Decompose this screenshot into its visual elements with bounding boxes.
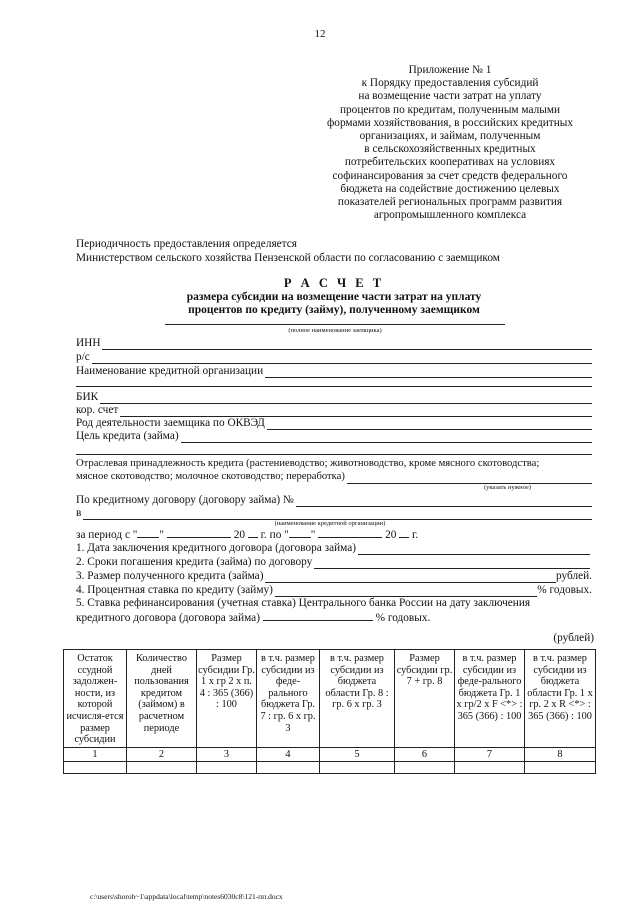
bik-label: БИК xyxy=(76,391,99,403)
units-label: (рублей) xyxy=(553,632,594,644)
item-5-unit: % годовых. xyxy=(375,612,431,624)
period-quote: " xyxy=(310,529,316,541)
contract-bank-field[interactable] xyxy=(76,506,592,520)
annex-line: процентов по кредитам, полученным малыми xyxy=(339,103,561,116)
purpose-label: Цель кредита (займа) xyxy=(76,430,179,442)
document-title xyxy=(76,277,592,318)
rs-label: р/с xyxy=(76,351,90,363)
table-cell[interactable] xyxy=(395,762,455,774)
period-to-year-blank[interactable] xyxy=(399,527,409,538)
bank-name-input-line[interactable] xyxy=(265,367,592,378)
title-line: размера субсидии на возмещение части затрат на уплату xyxy=(186,290,482,303)
contract-number-field[interactable] xyxy=(76,493,592,507)
item-1-field[interactable] xyxy=(76,541,590,555)
table-header-cell: в т.ч. размер субсидии из феде-рального бюджета Гр. 1 х гр/2 х F <*> : 365 (366) : 100 xyxy=(455,650,525,748)
table-header-cell: Размер субсидии Гр. 1 х гр 2 х п. 4 : 365 (366) : 100 xyxy=(197,650,257,748)
period-from-year-blank[interactable] xyxy=(248,527,258,538)
okved-label: Род деятельности заемщика по ОКВЭД xyxy=(76,417,265,429)
inn-input-line[interactable] xyxy=(102,339,592,350)
purpose-field[interactable] xyxy=(76,429,592,443)
table-header-cell: в т.ч. размер субсидии из бюджета области Гр. 1 х гр. 2 х R <*> : 365 (366) : 100 xyxy=(525,650,596,748)
annex-line: в сельскохозяйственных кредитных xyxy=(364,143,536,156)
item-4-field[interactable] xyxy=(76,583,592,597)
inn-label: ИНН xyxy=(76,337,101,349)
annex-line: потребительских кооперативах на условиях xyxy=(344,156,556,169)
table-header-cell: в т.ч. размер субсидии из феде-рального бюджета Гр. 7 : гр. 6 х гр. 3 xyxy=(257,650,320,748)
item-4-unit: % годовых. xyxy=(537,584,592,596)
table-column-number: 8 xyxy=(525,747,596,762)
periodicity-note xyxy=(76,238,500,265)
item-2-input-line[interactable] xyxy=(314,558,590,569)
annex-header xyxy=(300,64,600,222)
table-number-row xyxy=(64,747,596,762)
title-line: процентов по кредиту (займу), полученному заемщиком xyxy=(188,304,480,316)
period-to-year-prefix: 20 xyxy=(385,529,397,541)
item-2-field[interactable] xyxy=(76,555,590,569)
annex-line: организациях, и займам, полученным xyxy=(359,130,541,143)
contract-bank-input-line[interactable] xyxy=(83,509,592,520)
file-path-footer: c:\users\shoroh~1\appdata\local\temp\notes6030c8\121-пп.docx xyxy=(90,892,283,901)
table-column-number: 1 xyxy=(64,747,127,762)
table-cell[interactable] xyxy=(257,762,320,774)
item-4-input-line[interactable] xyxy=(275,586,537,597)
period-from-label: за период с " xyxy=(76,529,138,541)
title-heading: Р А С Ч Е Т xyxy=(283,276,385,290)
annex-line: агропромышленного комплекса xyxy=(373,209,527,222)
annex-line: к Порядку предоставления субсидий xyxy=(361,77,539,90)
item-5-label: кредитного договора (договора займа) xyxy=(76,612,260,624)
item-3-input-line[interactable] xyxy=(265,572,556,583)
item-4-label: 4. Процентная ставка по кредиту (займу) xyxy=(76,584,273,596)
table-cell[interactable] xyxy=(127,762,197,774)
period-from-month-blank[interactable] xyxy=(167,527,231,538)
industry-label: мясное скотоводство; молочное скотоводство; переработка) xyxy=(76,471,345,482)
annex-line: показателей региональных программ развития xyxy=(337,196,563,209)
page-number: 12 xyxy=(314,28,326,40)
table-header-cell: Размер субсидии гр. 7 + гр. 8 xyxy=(395,650,455,748)
period-to-month-blank[interactable] xyxy=(318,527,382,538)
item-5-line-2 xyxy=(76,610,592,626)
item-3-field[interactable] xyxy=(76,569,592,583)
purpose-input-line[interactable] xyxy=(181,432,592,443)
okved-field[interactable] xyxy=(76,416,592,430)
inn-field[interactable] xyxy=(76,336,592,350)
table-cell[interactable] xyxy=(197,762,257,774)
annex-line: софинансирования за счет средств федерального xyxy=(332,169,568,182)
contract-bank-label: в xyxy=(76,507,82,519)
table-cell[interactable] xyxy=(64,762,127,774)
period-from-year-prefix: 20 xyxy=(233,529,245,541)
contract-number-label: По кредитному договору (договору займа) № xyxy=(76,494,294,506)
item-5-line-1: 5. Ставка рефинансирования (учетная ставка) Центрального банка России на дату заключения xyxy=(76,597,531,609)
item-3-unit: рублей. xyxy=(556,570,592,582)
annex-line: на возмещение части затрат на уплату xyxy=(358,90,542,103)
table-column-number: 5 xyxy=(320,747,395,762)
table-column-number: 4 xyxy=(257,747,320,762)
table-header-row xyxy=(64,650,596,748)
industry-caption: (указать нужное) xyxy=(483,484,532,491)
rs-input-line[interactable] xyxy=(92,353,592,364)
annex-line: Приложение № 1 xyxy=(408,64,492,76)
table-header-cell: Остаток ссудной задолжен-ности, из которой исчисля-ется размер субсидии xyxy=(64,650,127,748)
table-cell[interactable] xyxy=(455,762,525,774)
purpose-continuation-line[interactable] xyxy=(76,454,592,455)
item-3-label: 3. Размер полученного кредита (займа) xyxy=(76,570,264,582)
contract-bank-caption: (наименование кредитной организации) xyxy=(274,520,386,527)
kor-label: кор. счет xyxy=(76,404,119,416)
industry-field[interactable] xyxy=(76,470,592,484)
annex-line: формами хозяйствования, в российских кредитных xyxy=(326,116,573,129)
period-from-day-blank[interactable] xyxy=(137,527,159,538)
bank-name-field[interactable] xyxy=(76,364,592,378)
table-header-cell: Количество дней пользования кредитом (займом) в расчетном периоде xyxy=(127,650,197,748)
period-quote: " xyxy=(159,529,165,541)
table-column-number: 6 xyxy=(395,747,455,762)
rs-field[interactable] xyxy=(76,350,592,364)
period-to-day-blank[interactable] xyxy=(289,527,311,538)
period-year-suffix: г. xyxy=(412,529,419,541)
bik-field[interactable] xyxy=(76,390,592,404)
period-to-label: г. по " xyxy=(260,529,289,541)
table-cell[interactable] xyxy=(525,762,596,774)
borrower-name-line[interactable] xyxy=(165,324,505,325)
table-data-row xyxy=(64,762,596,774)
kor-field[interactable] xyxy=(76,403,592,417)
table-column-number: 2 xyxy=(127,747,197,762)
subsidy-table xyxy=(63,649,596,774)
table-header-cell: в т.ч. размер субсидии из бюджета области Гр. 8 : гр. 6 х гр. 3 xyxy=(320,650,395,748)
table-column-number: 3 xyxy=(197,747,257,762)
industry-input-line[interactable] xyxy=(347,473,592,484)
industry-line-1: Отраслевая принадлежность кредита (растениеводство; животноводство, кроме мясного скотоводства; xyxy=(76,458,540,469)
item-1-input-line[interactable] xyxy=(358,544,590,555)
table-column-number: 7 xyxy=(455,747,525,762)
item-2-label: 2. Сроки погашения кредита (займа) по договору xyxy=(76,556,313,568)
periodicity-line: Министерством сельского хозяйства Пензенской области по согласованию с заемщиком xyxy=(76,251,500,264)
periodicity-line: Периодичность предоставления определяется xyxy=(76,238,297,250)
bank-name-continuation-line[interactable] xyxy=(76,386,592,387)
item-1-label: 1. Дата заключения кредитного договора (договора займа) xyxy=(76,542,357,554)
borrower-name-caption: (полное наименование заемщика) xyxy=(288,327,382,334)
annex-line: бюджета на содействие достижению целевых xyxy=(340,182,560,195)
table-cell[interactable] xyxy=(320,762,395,774)
bank-name-label: Наименование кредитной организации xyxy=(76,365,264,377)
item-5-input-line[interactable] xyxy=(263,610,373,621)
